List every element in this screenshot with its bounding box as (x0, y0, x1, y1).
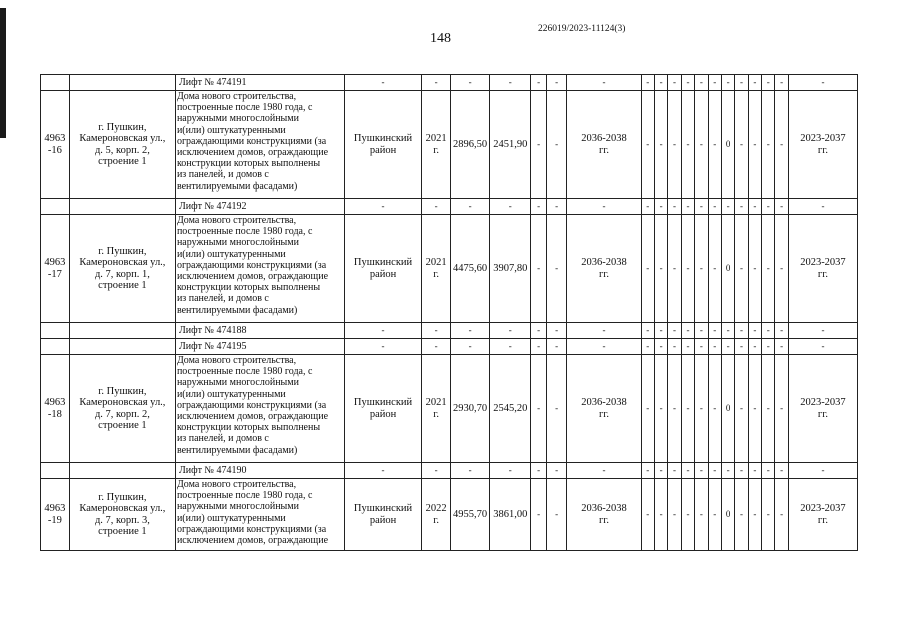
register-table (40, 74, 858, 551)
work-type-cell: - (654, 215, 667, 323)
lift-value-cell: - (344, 75, 421, 91)
lift-value-cell: - (654, 463, 667, 479)
lift-value-cell: - (546, 323, 567, 339)
district: Пушкинский район (344, 215, 421, 323)
lift-value-cell: - (695, 339, 708, 355)
lift-value-cell: - (681, 199, 694, 215)
lift-value-cell: - (735, 199, 748, 215)
building-row (41, 355, 858, 463)
repair-period: 2036-2038 гг. (567, 479, 641, 551)
lift-value-cell: - (546, 75, 567, 91)
total-area: 2930,70 (451, 355, 490, 463)
empty-cell (41, 339, 70, 355)
work-type-cell: - (748, 355, 761, 463)
scan-edge-mark (0, 8, 6, 138)
building-description: Дома нового строительства, построенные после 1980 года, с наружными многослойными и(или) оштукатуренными ограждающими конструкциями (за исключением домов, ограждающие конструкции которых выполнены из панелей, и домов с вентилируемыми фасадами) (175, 91, 344, 199)
work-type-cell: - (748, 215, 761, 323)
work-type-cell: 0 (721, 355, 734, 463)
lift-value-cell: - (762, 463, 775, 479)
overall-period: 2023-2037 гг. (788, 355, 857, 463)
value-cell: - (546, 479, 567, 551)
construction-year: 2021 г. (422, 91, 451, 199)
work-type-cell: - (681, 355, 694, 463)
lift-value-cell: - (735, 75, 748, 91)
lift-value-cell: - (762, 339, 775, 355)
lift-value-cell: - (490, 323, 531, 339)
lift-value-cell: - (762, 323, 775, 339)
work-type-cell: - (695, 91, 708, 199)
lift-value-cell: - (344, 463, 421, 479)
lift-value-cell: - (762, 199, 775, 215)
lift-value-cell: - (490, 463, 531, 479)
empty-cell (69, 75, 175, 91)
work-type-cell: 0 (721, 91, 734, 199)
building-row (41, 215, 858, 323)
work-type-cell: - (641, 355, 654, 463)
overall-period: 2023-2037 гг. (788, 91, 857, 199)
empty-cell (69, 463, 175, 479)
lift-value-cell: - (695, 75, 708, 91)
lift-value-cell: - (775, 339, 788, 355)
lift-value-cell: - (708, 339, 721, 355)
building-id: 4963 -18 (41, 355, 70, 463)
lift-value-cell: - (567, 339, 641, 355)
lift-value-cell: - (788, 75, 857, 91)
work-type-cell: - (681, 215, 694, 323)
lift-value-cell: - (641, 75, 654, 91)
lift-value-cell: - (654, 323, 667, 339)
lift-row (41, 463, 858, 479)
lift-value-cell: - (762, 75, 775, 91)
value-cell: - (531, 91, 546, 199)
building-address: г. Пушкин, Камероновская ул., д. 7, корп. 1, строение 1 (69, 215, 175, 323)
work-type-cell: - (762, 479, 775, 551)
lift-value-cell: - (681, 323, 694, 339)
empty-cell (41, 199, 70, 215)
lift-value-cell: - (531, 323, 546, 339)
living-area: 3861,00 (490, 479, 531, 551)
lift-value-cell: - (748, 199, 761, 215)
value-cell: - (531, 479, 546, 551)
repair-period: 2036-2038 гг. (567, 91, 641, 199)
lift-value-cell: - (708, 199, 721, 215)
lift-value-cell: - (546, 339, 567, 355)
building-description: Дома нового строительства, построенные после 1980 года, с наружными многослойными и(или) оштукатуренными ограждающими конструкциями (за исключением домов, ограждающие конструкции которых выполнены из панелей, и домов с вентилируемыми фасадами) (175, 215, 344, 323)
lift-value-cell: - (735, 339, 748, 355)
building-address: г. Пушкин, Камероновская ул., д. 7, корп. 2, строение 1 (69, 355, 175, 463)
lift-value-cell: - (668, 339, 681, 355)
lift-value-cell: - (546, 463, 567, 479)
repair-period: 2036-2038 гг. (567, 215, 641, 323)
lift-value-cell: - (531, 199, 546, 215)
lift-value-cell: - (490, 199, 531, 215)
lift-value-cell: - (748, 323, 761, 339)
lift-value-cell: - (344, 339, 421, 355)
lift-value-cell: - (721, 75, 734, 91)
work-type-cell: - (641, 91, 654, 199)
empty-cell (41, 323, 70, 339)
work-type-cell: - (762, 91, 775, 199)
lift-value-cell: - (567, 323, 641, 339)
lift-value-cell: - (708, 463, 721, 479)
work-type-cell: - (695, 355, 708, 463)
empty-cell (41, 75, 70, 91)
empty-cell (69, 339, 175, 355)
value-cell: - (546, 91, 567, 199)
lift-value-cell: - (641, 199, 654, 215)
lift-value-cell: - (344, 199, 421, 215)
work-type-cell: - (668, 479, 681, 551)
lift-value-cell: - (775, 323, 788, 339)
work-type-cell: - (775, 479, 788, 551)
lift-label: Лифт № 474190 (175, 463, 344, 479)
lift-value-cell: - (567, 75, 641, 91)
work-type-cell: - (735, 479, 748, 551)
overall-period: 2023-2037 гг. (788, 479, 857, 551)
building-row (41, 479, 858, 551)
empty-cell (69, 323, 175, 339)
lift-row (41, 75, 858, 91)
lift-row (41, 199, 858, 215)
lift-value-cell: - (641, 463, 654, 479)
building-description: Дома нового строительства, построенные после 1980 года, с наружными многослойными и(или) оштукатуренными ограждающими конструкциями (за исключением домов, ограждающие (175, 479, 344, 551)
work-type-cell: - (735, 215, 748, 323)
lift-value-cell: - (708, 75, 721, 91)
work-type-cell: - (735, 91, 748, 199)
work-type-cell: - (708, 479, 721, 551)
lift-value-cell: - (775, 75, 788, 91)
work-type-cell: - (708, 215, 721, 323)
overall-period: 2023-2037 гг. (788, 215, 857, 323)
work-type-cell: - (762, 355, 775, 463)
lift-value-cell: - (422, 323, 451, 339)
work-type-cell: - (681, 91, 694, 199)
total-area: 4475,60 (451, 215, 490, 323)
work-type-cell: - (748, 479, 761, 551)
lift-value-cell: - (735, 323, 748, 339)
work-type-cell: - (668, 355, 681, 463)
construction-year: 2022 г. (422, 479, 451, 551)
building-row (41, 91, 858, 199)
lift-value-cell: - (546, 199, 567, 215)
lift-value-cell: - (708, 323, 721, 339)
living-area: 2545,20 (490, 355, 531, 463)
construction-year: 2021 г. (422, 215, 451, 323)
building-description: Дома нового строительства, построенные после 1980 года, с наружными многослойными и(или) оштукатуренными ограждающими конструкциями (за исключением домов, ограждающие конструкции которых выполнены из панелей, и домов с вентилируемыми фасадами) (175, 355, 344, 463)
value-cell: - (546, 355, 567, 463)
lift-value-cell: - (668, 323, 681, 339)
lift-value-cell: - (668, 199, 681, 215)
work-type-cell: - (775, 91, 788, 199)
lift-label: Лифт № 474192 (175, 199, 344, 215)
work-type-cell: - (708, 355, 721, 463)
lift-value-cell: - (654, 339, 667, 355)
lift-value-cell: - (654, 75, 667, 91)
building-address: г. Пушкин, Камероновская ул., д. 5, корп. 2, строение 1 (69, 91, 175, 199)
lift-value-cell: - (531, 75, 546, 91)
lift-value-cell: - (721, 323, 734, 339)
work-type-cell: - (735, 355, 748, 463)
lift-value-cell: - (735, 463, 748, 479)
value-cell: - (546, 215, 567, 323)
lift-value-cell: - (695, 463, 708, 479)
document-number: 226019/2023-11124(3) (538, 24, 626, 34)
lift-value-cell: - (451, 199, 490, 215)
work-type-cell: - (762, 215, 775, 323)
construction-year: 2021 г. (422, 355, 451, 463)
lift-value-cell: - (681, 75, 694, 91)
lift-value-cell: - (775, 463, 788, 479)
lift-value-cell: - (451, 323, 490, 339)
building-id: 4963 -19 (41, 479, 70, 551)
value-cell: - (531, 355, 546, 463)
total-area: 4955,70 (451, 479, 490, 551)
lift-value-cell: - (490, 75, 531, 91)
lift-value-cell: - (641, 339, 654, 355)
lift-value-cell: - (748, 463, 761, 479)
work-type-cell: - (775, 215, 788, 323)
district: Пушкинский район (344, 355, 421, 463)
lift-value-cell: - (775, 199, 788, 215)
lift-label: Лифт № 474188 (175, 323, 344, 339)
lift-value-cell: - (695, 199, 708, 215)
lift-value-cell: - (567, 463, 641, 479)
work-type-cell: 0 (721, 215, 734, 323)
lift-value-cell: - (654, 199, 667, 215)
lift-value-cell: - (422, 463, 451, 479)
empty-cell (69, 199, 175, 215)
living-area: 2451,90 (490, 91, 531, 199)
lift-value-cell: - (451, 463, 490, 479)
lift-value-cell: - (641, 323, 654, 339)
lift-value-cell: - (788, 339, 857, 355)
lift-value-cell: - (422, 199, 451, 215)
work-type-cell: - (668, 91, 681, 199)
lift-value-cell: - (788, 199, 857, 215)
lift-value-cell: - (788, 323, 857, 339)
lift-value-cell: - (721, 199, 734, 215)
lift-value-cell: - (668, 75, 681, 91)
lift-label: Лифт № 474195 (175, 339, 344, 355)
work-type-cell: - (775, 355, 788, 463)
work-type-cell: - (654, 91, 667, 199)
work-type-cell: - (641, 479, 654, 551)
lift-row (41, 323, 858, 339)
work-type-cell: - (695, 479, 708, 551)
lift-value-cell: - (531, 463, 546, 479)
work-type-cell: - (681, 479, 694, 551)
living-area: 3907,80 (490, 215, 531, 323)
lift-value-cell: - (721, 463, 734, 479)
register-table-body (41, 75, 858, 551)
lift-value-cell: - (567, 199, 641, 215)
lift-value-cell: - (422, 339, 451, 355)
lift-value-cell: - (721, 339, 734, 355)
work-type-cell: - (748, 91, 761, 199)
building-id: 4963 -17 (41, 215, 70, 323)
lift-value-cell: - (695, 323, 708, 339)
lift-value-cell: - (681, 463, 694, 479)
lift-value-cell: - (451, 339, 490, 355)
lift-value-cell: - (344, 323, 421, 339)
work-type-cell: - (668, 215, 681, 323)
work-type-cell: - (641, 215, 654, 323)
district: Пушкинский район (344, 479, 421, 551)
lift-label: Лифт № 474191 (175, 75, 344, 91)
work-type-cell: - (654, 479, 667, 551)
lift-value-cell: - (422, 75, 451, 91)
repair-period: 2036-2038 гг. (567, 355, 641, 463)
building-address: г. Пушкин, Камероновская ул., д. 7, корп. 3, строение 1 (69, 479, 175, 551)
lift-value-cell: - (451, 75, 490, 91)
lift-value-cell: - (788, 463, 857, 479)
page-number: 148 (430, 31, 451, 46)
work-type-cell: - (695, 215, 708, 323)
work-type-cell: - (708, 91, 721, 199)
lift-value-cell: - (681, 339, 694, 355)
value-cell: - (531, 215, 546, 323)
lift-value-cell: - (668, 463, 681, 479)
lift-row (41, 339, 858, 355)
total-area: 2896,50 (451, 91, 490, 199)
lift-value-cell: - (531, 339, 546, 355)
work-type-cell: 0 (721, 479, 734, 551)
building-id: 4963 -16 (41, 91, 70, 199)
lift-value-cell: - (490, 339, 531, 355)
district: Пушкинский район (344, 91, 421, 199)
work-type-cell: - (654, 355, 667, 463)
empty-cell (41, 463, 70, 479)
lift-value-cell: - (748, 339, 761, 355)
lift-value-cell: - (748, 75, 761, 91)
